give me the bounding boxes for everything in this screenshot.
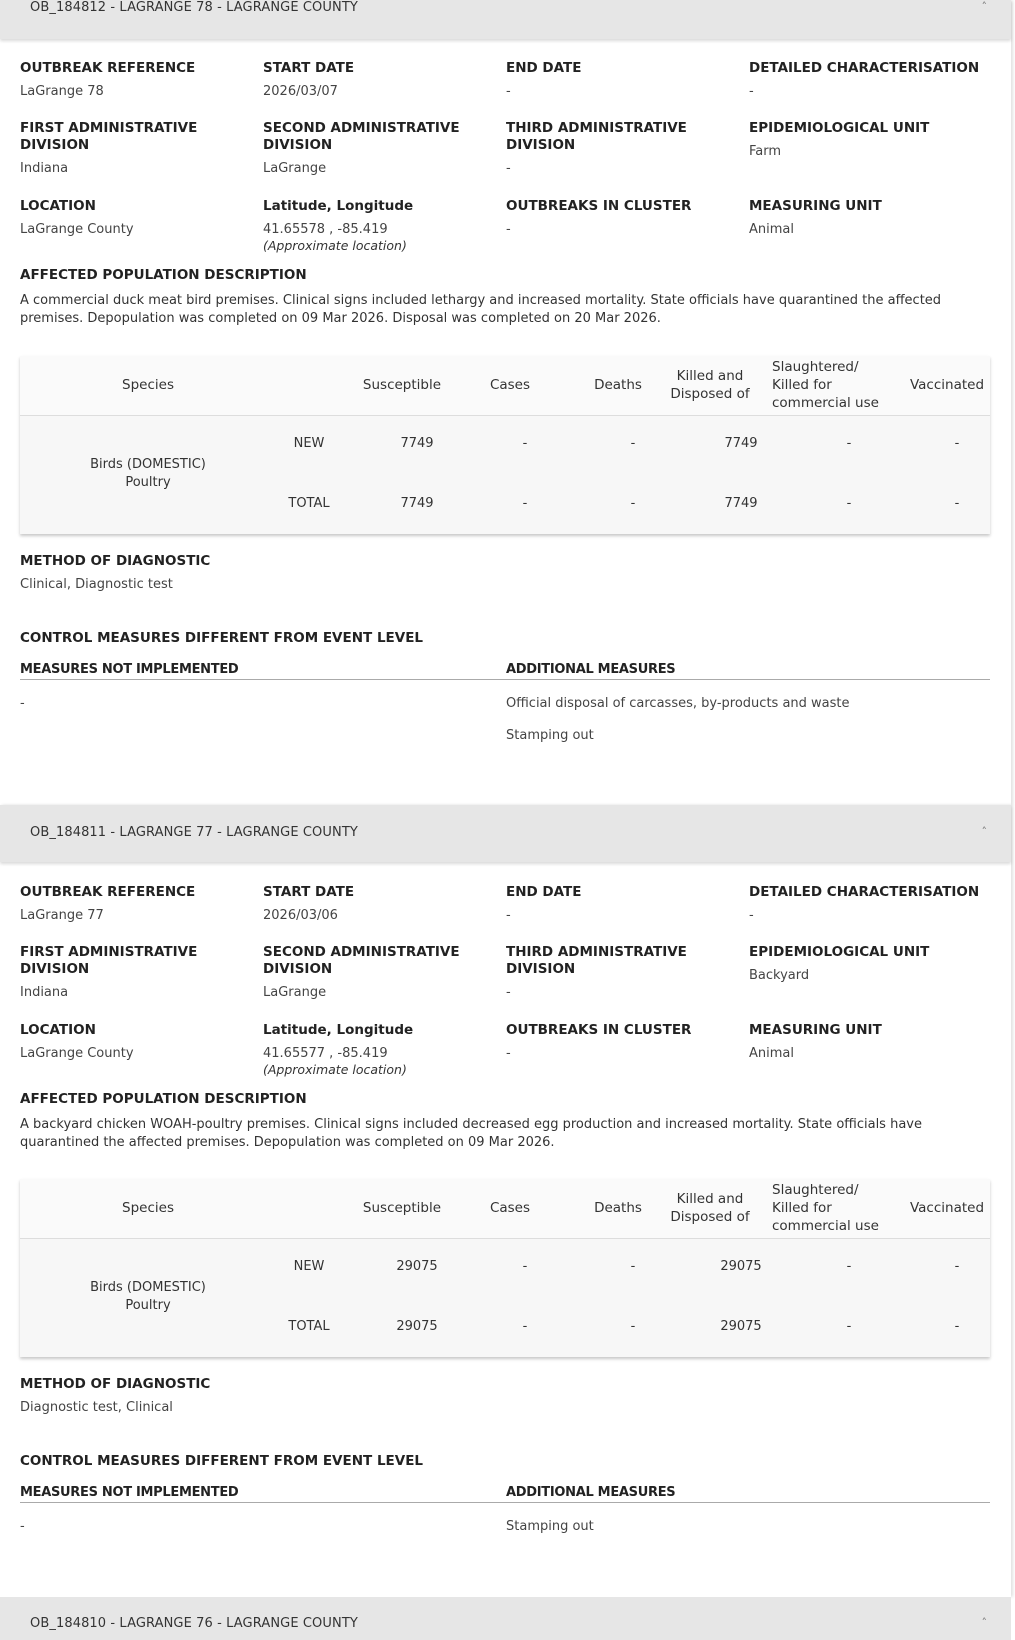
field-value: LaGrange 78	[20, 84, 104, 99]
field-value: -	[749, 84, 754, 99]
field-label: MEASURING UNIT	[749, 198, 882, 214]
col-slaughtered	[772, 1181, 884, 1235]
field-coordinates	[263, 1022, 503, 1078]
field-label: DETAILED CHARACTERISATION	[749, 884, 980, 900]
col-slaughtered-line: commercial use	[772, 1218, 879, 1234]
field-second-admin	[263, 120, 503, 177]
col-killed	[665, 1190, 755, 1226]
species-line: Poultry	[125, 475, 171, 490]
field-third-admin	[506, 120, 746, 177]
cell-vaccinated-total: -	[954, 496, 960, 511]
cell-susceptible-new: 7749	[400, 436, 434, 451]
chevron-up-icon[interactable]: ˄	[981, 0, 987, 13]
field-label: Latitude, Longitude	[263, 1022, 414, 1038]
field-second-admin	[263, 944, 503, 1001]
field-label: END DATE	[506, 884, 582, 900]
field-value: LaGrange	[263, 161, 327, 176]
field-label: DIVISION	[263, 961, 333, 977]
field-label: DIVISION	[263, 137, 333, 153]
field-label: THIRD ADMINISTRATIVE DIVISION	[506, 120, 687, 153]
field-coordinates	[263, 198, 503, 254]
field-third-admin	[506, 944, 746, 1001]
field-value: Backyard	[749, 968, 810, 983]
col-slaughtered	[772, 358, 884, 412]
cell-deaths-new: -	[630, 1259, 636, 1274]
field-characterisation	[749, 884, 989, 924]
measures-not-implemented-value: -	[20, 696, 25, 711]
cell-cases-total: -	[522, 1319, 528, 1334]
col-susceptible: Susceptible	[362, 377, 442, 393]
field-label: OUTBREAK REFERENCE	[20, 60, 196, 76]
additional-measures-label: ADDITIONAL MEASURES	[506, 662, 676, 677]
col-slaughtered-line: Slaughtered/	[772, 1182, 859, 1198]
section-title: CONTROL MEASURES DIFFERENT FROM EVENT LEVEL	[20, 1453, 424, 1469]
species-name	[78, 1279, 218, 1315]
cell-deaths-new: -	[630, 436, 636, 451]
additional-measure-item: Stamping out	[506, 728, 594, 743]
field-value: Indiana	[20, 161, 69, 176]
field-label: AFFECTED POPULATION DESCRIPTION	[20, 267, 307, 283]
field-label: EPIDEMIOLOGICAL UNIT	[749, 944, 930, 960]
col-killed-line: Disposed of	[670, 1209, 750, 1225]
field-end-date	[506, 60, 746, 100]
field-diagnostic	[20, 553, 520, 593]
field-characterisation	[749, 60, 989, 100]
col-slaughtered-line: Killed for	[772, 377, 832, 393]
field-start-date	[263, 60, 503, 100]
control-measures-heading	[20, 630, 620, 647]
field-value: 41.65578 , -85.419	[263, 222, 388, 237]
cell-killed-total: 7749	[724, 496, 758, 511]
col-species: Species	[122, 377, 174, 393]
field-epi-unit	[749, 944, 989, 984]
col-slaughtered-line: Killed for	[772, 1200, 832, 1216]
col-deaths: Deaths	[594, 377, 642, 393]
section-title: CONTROL MEASURES DIFFERENT FROM EVENT LEVEL	[20, 630, 424, 646]
table-header	[20, 356, 990, 416]
field-value: -	[506, 985, 511, 1000]
col-susceptible: Susceptible	[362, 1200, 442, 1216]
field-end-date	[506, 884, 746, 924]
cell-killed-new: 29075	[720, 1259, 762, 1274]
cell-cases-new: -	[522, 1259, 528, 1274]
field-label: LOCATION	[20, 198, 96, 214]
cell-deaths-total: -	[630, 1319, 636, 1334]
cell-vaccinated-total: -	[954, 1319, 960, 1334]
field-label: SECOND ADMINISTRATIVE	[263, 120, 460, 136]
col-vaccinated: Vaccinated	[909, 377, 985, 393]
field-label: START DATE	[263, 60, 355, 76]
species-name	[78, 456, 218, 492]
field-value: 2026/03/06	[263, 908, 338, 923]
field-label: METHOD OF DIAGNOSTIC	[20, 553, 211, 569]
field-label: METHOD OF DIAGNOSTIC	[20, 1376, 211, 1392]
chevron-up-icon[interactable]: ˄	[981, 1616, 987, 1629]
field-measuring-unit	[749, 198, 989, 238]
outbreak-header[interactable]	[0, 0, 1011, 39]
cell-cases-new: -	[522, 436, 528, 451]
measures-divider	[20, 679, 990, 680]
approx-location-note: (Approximate location)	[263, 238, 407, 253]
cell-cases-total: -	[522, 496, 528, 511]
field-value: -	[506, 1046, 511, 1061]
additional-measure-item: Official disposal of carcasses, by-products and waste	[506, 696, 850, 711]
row-label-new: NEW	[293, 1259, 325, 1274]
field-value: Diagnostic test, Clinical	[20, 1400, 173, 1415]
cell-susceptible-new: 29075	[396, 1259, 438, 1274]
field-outbreak-reference	[20, 60, 260, 100]
col-deaths: Deaths	[594, 1200, 642, 1216]
cell-susceptible-total: 7749	[400, 496, 434, 511]
field-value: LaGrange 77	[20, 908, 104, 923]
row-label-total: TOTAL	[288, 496, 330, 511]
field-value: -	[506, 908, 511, 923]
species-line: Birds (DOMESTIC)	[90, 1280, 206, 1295]
measures-not-implemented-value: -	[20, 1519, 25, 1534]
field-location	[20, 198, 260, 238]
field-label: THIRD ADMINISTRATIVE DIVISION	[506, 944, 687, 977]
outbreak-header[interactable]	[0, 805, 1011, 862]
chevron-up-icon[interactable]: ˄	[981, 825, 987, 838]
field-affected-population	[20, 1091, 980, 1108]
outbreak-header[interactable]	[0, 1597, 1011, 1640]
field-location	[20, 1022, 260, 1062]
cell-vaccinated-new: -	[954, 436, 960, 451]
population-description: A backyard chicken WOAH-poultry premises. Clinical signs included decreased egg production and increased mortality. State officials have quarantined the affected premises. Depopulation was completed on 09 Mar 2026.	[20, 1117, 922, 1150]
outbreak-title: OB_184810 - LAGRANGE 76 - LAGRANGE COUNTY	[30, 1616, 358, 1631]
cell-slaughtered-new: -	[846, 436, 852, 451]
cell-killed-new: 7749	[724, 436, 758, 451]
field-value: -	[506, 222, 511, 237]
field-label: LOCATION	[20, 1022, 96, 1038]
field-diagnostic	[20, 1376, 520, 1416]
approx-location-note: (Approximate location)	[263, 1062, 407, 1077]
outbreak-title: OB_184812 - LAGRANGE 78 - LAGRANGE COUNTY	[30, 0, 358, 15]
col-cases: Cases	[489, 1200, 531, 1216]
field-value: -	[506, 84, 511, 99]
col-cases: Cases	[489, 377, 531, 393]
cell-deaths-total: -	[630, 496, 636, 511]
field-value: Indiana	[20, 985, 69, 1000]
table-header	[20, 1179, 990, 1239]
row-label-total: TOTAL	[288, 1319, 330, 1334]
field-affected-population	[20, 267, 980, 284]
field-cluster	[506, 1022, 746, 1062]
outbreak-panel	[0, 0, 1011, 805]
field-label: OUTBREAK REFERENCE	[20, 884, 196, 900]
field-measuring-unit	[749, 1022, 989, 1062]
col-vaccinated: Vaccinated	[909, 1200, 985, 1216]
field-label: FIRST ADMINISTRATIVE DIVISION	[20, 944, 198, 977]
species-line: Birds (DOMESTIC)	[90, 457, 206, 472]
col-slaughtered-line: Slaughtered/	[772, 359, 859, 375]
field-value: Clinical, Diagnostic test	[20, 577, 173, 592]
field-value: 2026/03/07	[263, 84, 338, 99]
field-epi-unit	[749, 120, 989, 160]
field-label: FIRST ADMINISTRATIVE DIVISION	[20, 120, 198, 153]
field-value: LaGrange	[263, 985, 327, 1000]
field-label: OUTBREAKS IN CLUSTER	[506, 198, 692, 214]
field-value: 41.65577 , -85.419	[263, 1046, 388, 1061]
cell-slaughtered-total: -	[846, 1319, 852, 1334]
cell-killed-total: 29075	[720, 1319, 762, 1334]
species-line: Poultry	[125, 1298, 171, 1313]
field-label: START DATE	[263, 884, 355, 900]
field-value: Animal	[749, 1046, 794, 1061]
field-value: Animal	[749, 222, 794, 237]
col-killed	[665, 367, 755, 403]
population-description: A commercial duck meat bird premises. Clinical signs included lethargy and increased mortality. State officials have quarantined the affected premises. Depopulation was completed on 09 Mar 2026. Disposal was completed on 20 Mar 2026.	[20, 293, 942, 326]
cell-slaughtered-new: -	[846, 1259, 852, 1274]
col-killed-line: Disposed of	[670, 386, 750, 402]
field-label: DETAILED CHARACTERISATION	[749, 60, 980, 76]
field-outbreak-reference	[20, 884, 260, 924]
field-cluster	[506, 198, 746, 238]
cell-vaccinated-new: -	[954, 1259, 960, 1274]
measures-not-implemented-label: MEASURES NOT IMPLEMENTED	[20, 662, 239, 677]
control-measures-heading	[20, 1453, 620, 1470]
field-label: Latitude, Longitude	[263, 198, 414, 214]
species-table	[20, 1179, 990, 1357]
col-killed-line: Killed and	[676, 1191, 744, 1207]
additional-measures-label: ADDITIONAL MEASURES	[506, 1485, 676, 1500]
col-slaughtered-line: commercial use	[772, 395, 879, 411]
field-first-admin	[20, 120, 260, 177]
field-start-date	[263, 884, 503, 924]
measures-divider	[20, 1502, 990, 1503]
row-label-new: NEW	[293, 436, 325, 451]
outbreak-title: OB_184811 - LAGRANGE 77 - LAGRANGE COUNTY	[30, 825, 358, 840]
species-table	[20, 356, 990, 534]
field-label: MEASURING UNIT	[749, 1022, 882, 1038]
field-first-admin	[20, 944, 260, 1001]
cell-susceptible-total: 29075	[396, 1319, 438, 1334]
additional-measure-item: Stamping out	[506, 1519, 594, 1534]
field-value: Farm	[749, 144, 782, 159]
outbreak-panel	[0, 805, 1011, 1597]
field-value: -	[749, 908, 754, 923]
field-label: AFFECTED POPULATION DESCRIPTION	[20, 1091, 307, 1107]
field-label: OUTBREAKS IN CLUSTER	[506, 1022, 692, 1038]
col-species: Species	[122, 1200, 174, 1216]
field-label: SECOND ADMINISTRATIVE	[263, 944, 460, 960]
field-value: LaGrange County	[20, 222, 134, 237]
field-label: EPIDEMIOLOGICAL UNIT	[749, 120, 930, 136]
field-value: LaGrange County	[20, 1046, 134, 1061]
field-value: -	[506, 161, 511, 176]
cell-slaughtered-total: -	[846, 496, 852, 511]
col-killed-line: Killed and	[676, 368, 744, 384]
field-label: END DATE	[506, 60, 582, 76]
measures-not-implemented-label: MEASURES NOT IMPLEMENTED	[20, 1485, 239, 1500]
